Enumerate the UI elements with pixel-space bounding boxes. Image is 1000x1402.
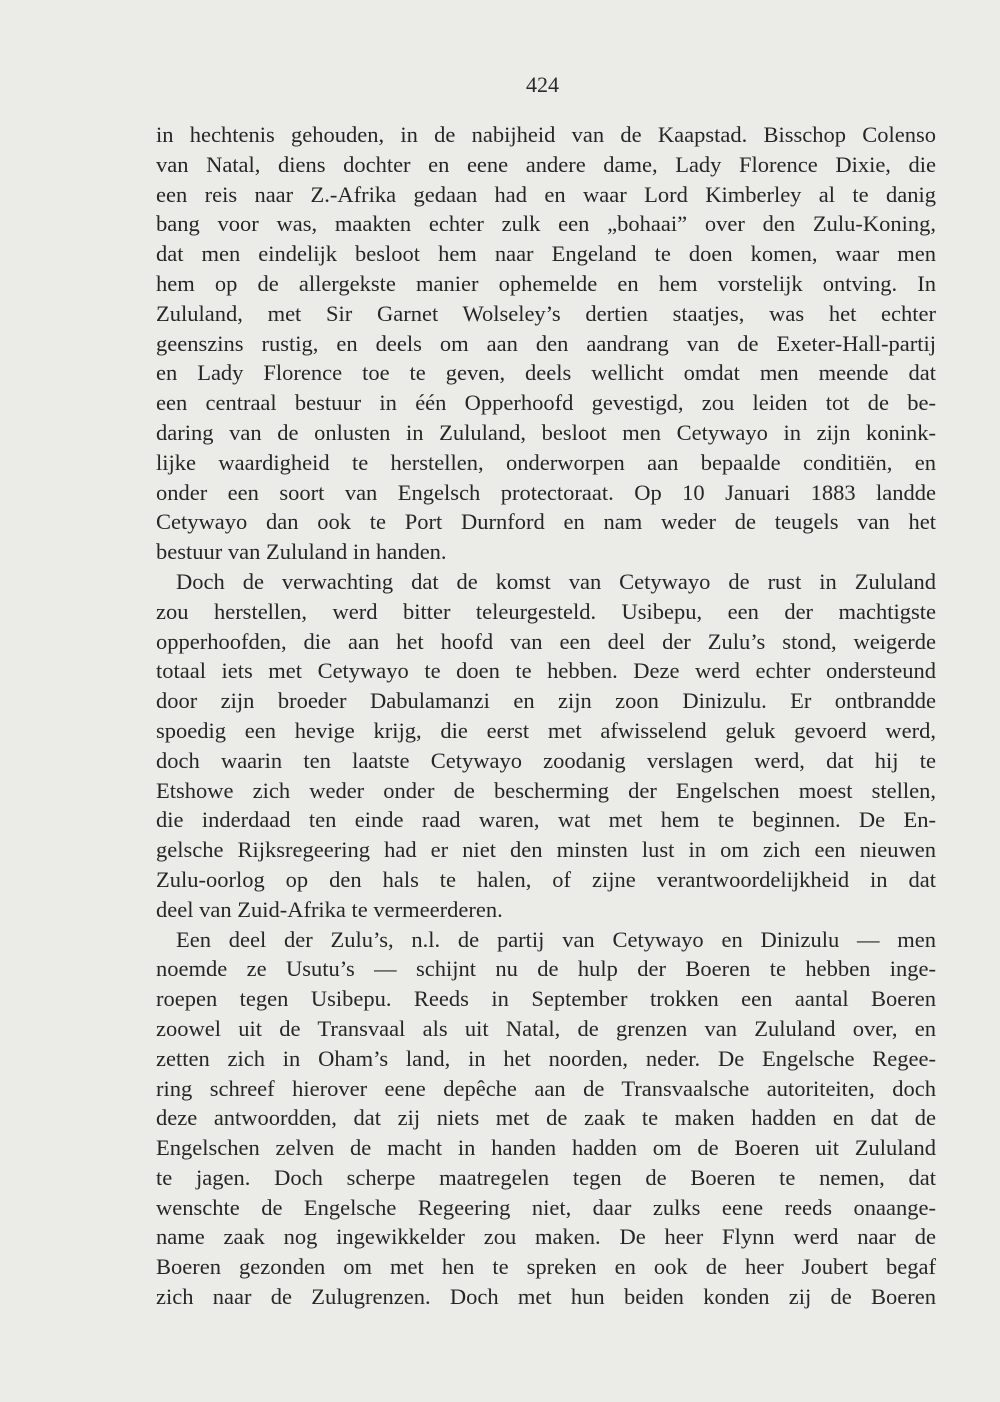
text-line: Boeren gezonden om met hen te spreken en ook de heer Joubert begaf [156,1254,936,1280]
text-line: gelsche Rijksregeering had er niet den minsten lust in om zich een nieuwen [156,837,936,863]
text-line: zou herstellen, werd bitter teleurgesteld. Usibepu, een der machtigste [156,598,936,624]
text-line: Etshowe zich weder onder de bescherming der Engelschen moest stellen, [156,777,936,803]
text-line: name zaak nog ingewikkelder zou maken. De heer Flynn werd naar de [156,1224,936,1250]
text-line: roepen tegen Usibepu. Reeds in September trokken een aantal Boeren [156,986,936,1012]
text-line: deze antwoordden, dat zij niets met de zaak te maken hadden en dat de [156,1105,936,1131]
text-line: hem op de allergekste manier ophemelde en hem vorstelijk ontving. In [156,270,936,296]
text-line: noemde ze Usutu’s — schijnt nu de hulp der Boeren te hebben inge- [156,956,936,982]
text-line: Zululand, met Sir Garnet Wolseley’s dertien staatjes, was het echter [156,300,936,326]
text-line: te jagen. Doch scherpe maatregelen tegen de Boeren te nemen, dat [156,1164,936,1190]
text-line: Zulu-oorlog op den hals te halen, of zijne verantwoordelijkheid in dat [156,866,936,892]
text-line: Engelschen zelven de macht in handen hadden om de Boeren uit Zululand [156,1135,936,1161]
text-line: spoedig een hevige krijg, die eerst met afwisselend geluk gevoerd werd, [156,717,936,743]
body-text [156,120,936,1312]
text-line: zetten zich in Oham’s land, in het noorden, neder. De Engelsche Regee- [156,1045,936,1071]
text-line: doch waarin ten laatste Cetywayo zoodanig verslagen werd, dat hij te [156,747,936,773]
text-line: zoowel uit de Transvaal als uit Natal, de grenzen van Zululand over, en [156,1015,936,1041]
text-line: Een deel der Zulu’s, n.l. de partij van Cetywayo en Dinizulu — men [176,926,936,952]
text-line: lijke waardigheid te herstellen, onderworpen aan bepaalde conditiën, en [156,449,936,475]
text-line: in hechtenis gehouden, in de nabijheid van de Kaapstad. Bisschop Colenso [156,122,936,147]
text-line: van Natal, diens dochter en eene andere dame, Lady Florence Dixie, die [156,151,936,177]
text-line: die inderdaad ten einde raad waren, wat met hem te beginnen. De En- [156,807,936,833]
text-line: wenschte de Engelsche Regeering niet, daar zulks eene reeds onaange- [156,1194,936,1220]
text-line: een centraal bestuur in één Opperhoofd gevestigd, zou leiden tot de be- [156,390,936,416]
text-line: bestuur van Zululand in handen. [156,539,447,565]
text-line: bang voor was, maakten echter zulk een „bohaai” over den Zulu-Koning, [156,211,936,237]
text-line: totaal iets met Cetywayo te doen te hebben. Deze werd echter ondersteund [156,658,936,684]
text-line: Cetywayo dan ook te Port Durnford en nam weder de teugels van het [156,509,936,535]
text-line: daring van de onlusten in Zululand, besloot men Cetywayo in zijn konink- [156,419,936,445]
text-line: geenszins rustig, en deels om aan den aandrang van de Exeter-Hall-partij [156,330,936,356]
text-line: een reis naar Z.-Afrika gedaan had en waar Lord Kimberley al te danig [156,181,936,207]
text-line: dat men eindelijk besloot hem naar Engeland te doen komen, waar men [156,241,936,267]
text-line: deel van Zuid-Afrika te vermeerderen. [156,896,503,922]
text-line: opperhoofden, die aan het hoofd van een deel der Zulu’s stond, weigerde [156,628,936,654]
text-line: en Lady Florence toe te geven, deels wellicht omdat men meende dat [156,360,936,386]
text-line: ring schreef hierover eene depêche aan de Transvaalsche autoriteiten, doch [156,1075,936,1101]
text-line: door zijn broeder Dabulamanzi en zijn zoon Dinizulu. Er ontbrandde [156,688,936,714]
text-line: zich naar de Zulugrenzen. Doch met hun beiden konden zij de Boeren [156,1284,936,1310]
page-number: 424 [526,72,559,97]
text-line: onder een soort van Engelsch protectoraat. Op 10 Januari 1883 landde [156,479,936,505]
text-line: Doch de verwachting dat de komst van Cetywayo de rust in Zululand [176,568,936,594]
